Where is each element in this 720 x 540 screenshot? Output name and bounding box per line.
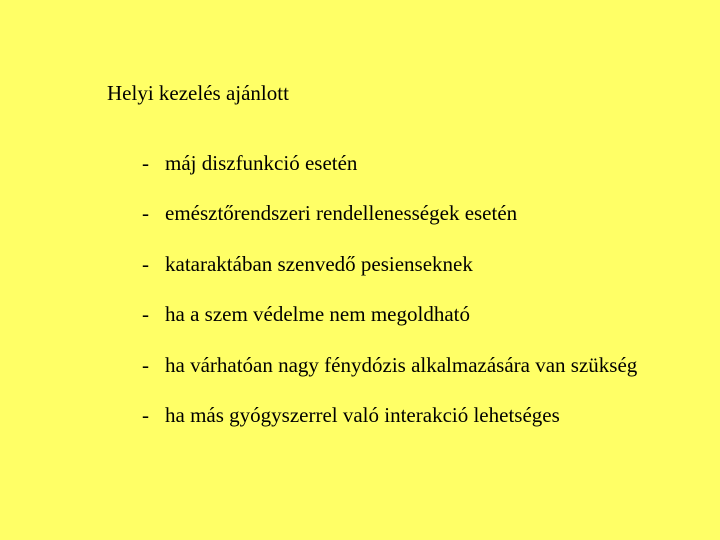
- list-item: [142, 402, 637, 428]
- list-item-text: ha más gyógyszerrel való interakció lehetséges: [165, 402, 560, 427]
- bullet-dash: -: [142, 251, 149, 276]
- list-item-text: ha a szem védelme nem megoldható: [165, 302, 470, 327]
- bullet-dash: -: [142, 201, 149, 226]
- bullet-dash: -: [142, 151, 149, 175]
- list-item-text: kataraktában szenvedő pesienseknek: [165, 251, 473, 276]
- bullet-list: [142, 150, 637, 452]
- slide-heading: Helyi kezelés ajánlott: [107, 81, 289, 105]
- list-item: [142, 150, 637, 176]
- list-item-text: ha várhatóan nagy fénydózis alkalmazására van szükség: [165, 352, 638, 377]
- bullet-dash: -: [142, 302, 149, 327]
- list-item-text: emésztőrendszeri rendellenességek esetén: [165, 201, 518, 226]
- list-item-text: máj diszfunkció esetén: [165, 151, 358, 175]
- bullet-dash: -: [142, 402, 149, 427]
- list-item: [142, 200, 637, 226]
- bullet-dash: -: [142, 352, 149, 377]
- list-item: [142, 301, 637, 327]
- list-item: [142, 251, 637, 277]
- list-item: [142, 352, 637, 378]
